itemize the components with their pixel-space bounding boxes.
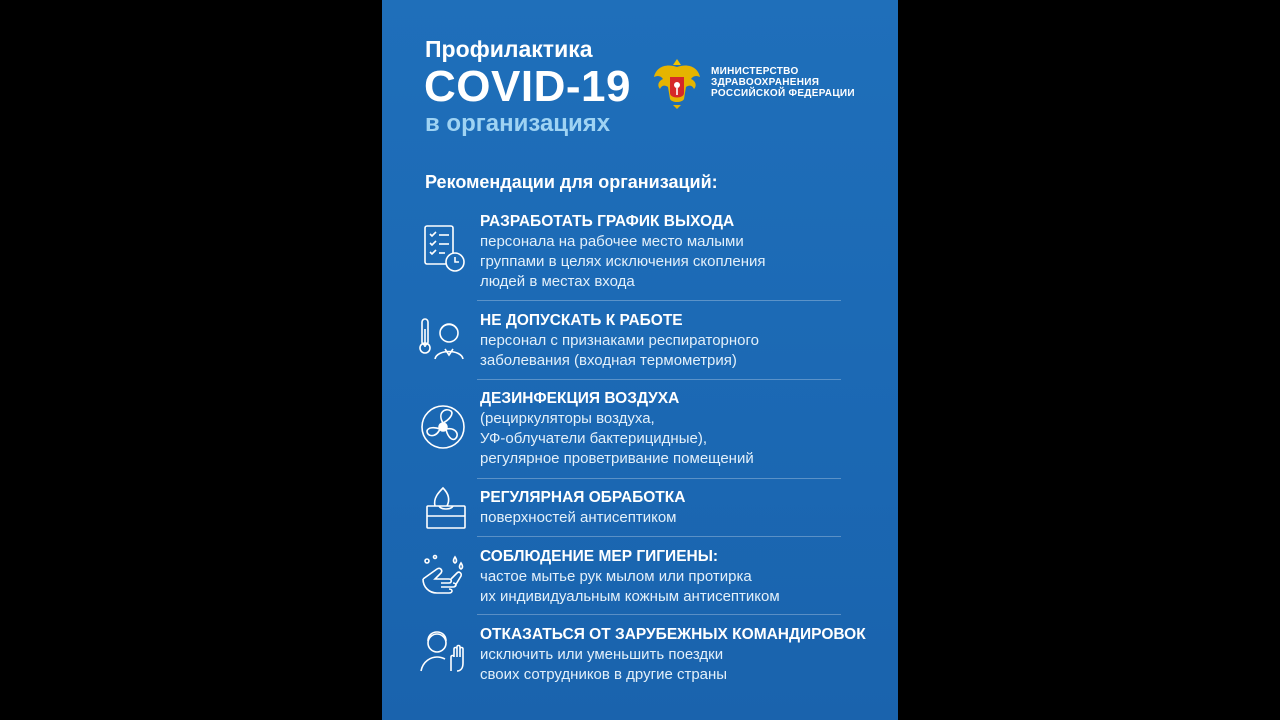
item-1-line-1: персонала на рабочее место малыми bbox=[480, 233, 744, 250]
ministry-line-2: ЗДРАВООХРАНЕНИЯ bbox=[711, 77, 820, 88]
item-6-line-2: своих сотрудников в другие страны bbox=[480, 666, 728, 683]
item-3-line-2: УФ-облучатели бактерицидные), bbox=[480, 430, 707, 447]
ministry-line-3: РОССИЙСКОЙ ФЕДЕРАЦИИ bbox=[711, 88, 855, 99]
title-covid: COVID-19 bbox=[424, 62, 631, 111]
fan-icon bbox=[415, 403, 475, 463]
double-headed-eagle-emblem-icon bbox=[652, 55, 702, 111]
title-line-1: Профилактика bbox=[425, 36, 593, 62]
item-5-heading: СОБЛЮДЕНИЕ МЕР ГИГИЕНЫ: bbox=[480, 548, 719, 565]
item-2-heading: НЕ ДОПУСКАТЬ К РАБОТЕ bbox=[480, 312, 683, 329]
ministry-line-1: МИНИСТЕРСТВО bbox=[711, 66, 799, 77]
section-heading: Рекомендации для организаций: bbox=[425, 172, 718, 192]
item-3-line-1: (рециркуляторы воздуха, bbox=[480, 410, 655, 427]
item-4-heading: РЕГУЛЯРНАЯ ОБРАБОТКА bbox=[480, 489, 686, 506]
ministry-name bbox=[711, 66, 855, 99]
item-3-heading: ДЕЗИНФЕКЦИЯ ВОЗДУХА bbox=[480, 390, 680, 407]
item-2-line-2: заболевания (входная термометрия) bbox=[480, 352, 737, 369]
item-3-line-3: регулярное проветривание помещений bbox=[480, 450, 754, 467]
item-1-heading: РАЗРАБОТАТЬ ГРАФИК ВЫХОДА bbox=[480, 213, 735, 230]
tissue-box-icon bbox=[415, 484, 475, 544]
item-1-line-3: людей в местах входа bbox=[480, 273, 635, 290]
title-line-3: в организациях bbox=[425, 110, 611, 137]
item-5-line-1: частое мытье рук мылом или протирка bbox=[480, 568, 752, 585]
stop-hand-person-icon bbox=[415, 627, 475, 687]
thermometer-person-icon bbox=[415, 315, 475, 375]
item-5-line-2: их индивидуальным кожным антисептиком bbox=[480, 588, 780, 605]
divider bbox=[477, 536, 841, 537]
checklist-clock-icon bbox=[415, 222, 475, 282]
item-4-line-1: поверхностей антисептиком bbox=[480, 509, 677, 526]
divider bbox=[477, 478, 841, 479]
hand-washing-icon bbox=[415, 553, 475, 613]
divider bbox=[477, 614, 841, 615]
item-6-line-1: исключить или уменьшить поездки bbox=[480, 646, 724, 663]
item-6-heading: ОТКАЗАТЬСЯ ОТ ЗАРУБЕЖНЫХ КОМАНДИРОВОК bbox=[480, 626, 866, 643]
item-2-line-1: персонал с признаками респираторного bbox=[480, 332, 760, 349]
item-1-line-2: группами в целях исключения скопления bbox=[480, 253, 766, 270]
divider bbox=[477, 379, 841, 380]
divider bbox=[477, 300, 841, 301]
poster bbox=[382, 0, 898, 720]
